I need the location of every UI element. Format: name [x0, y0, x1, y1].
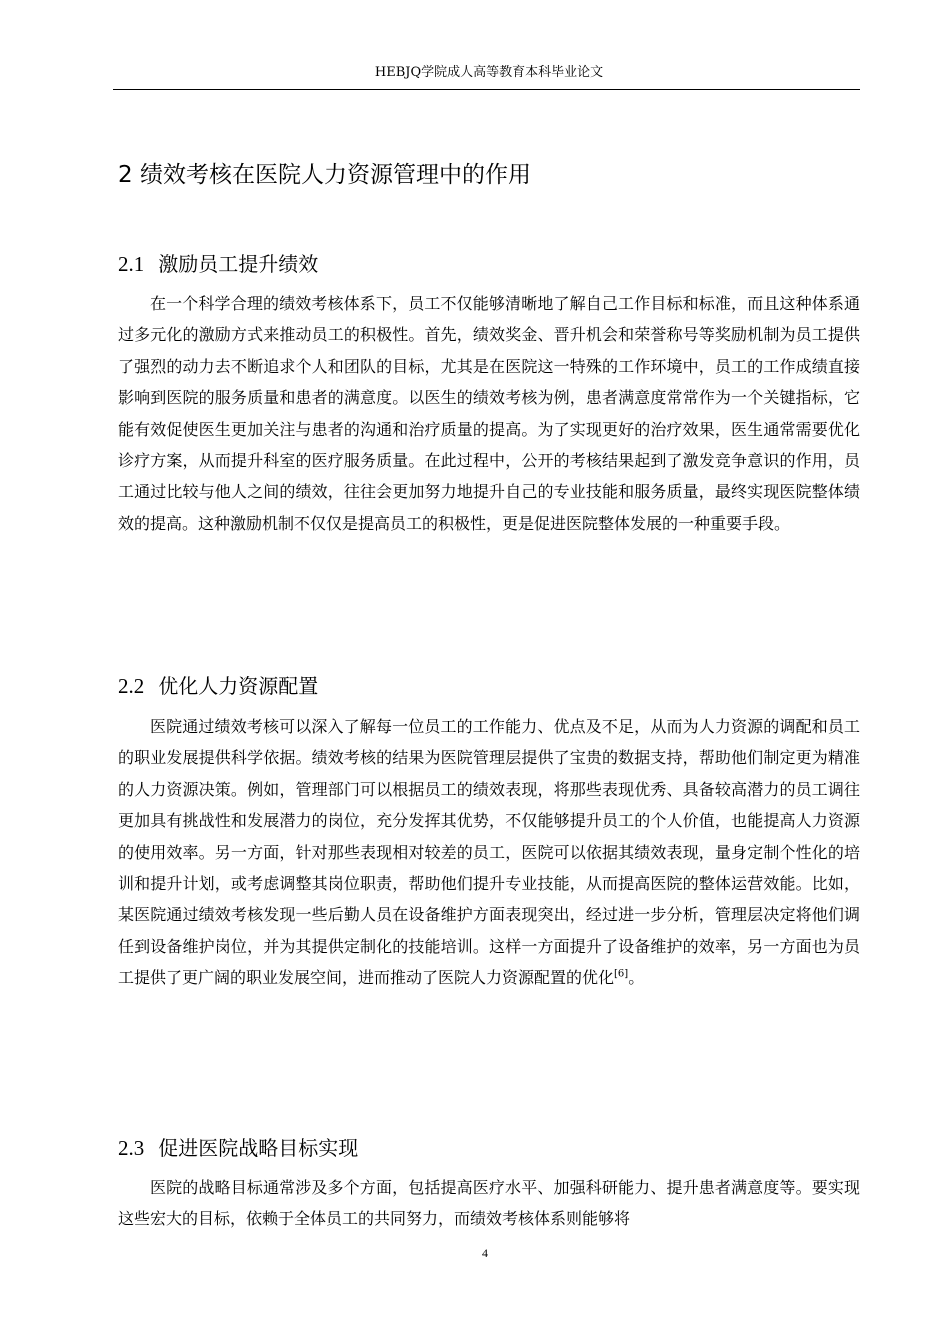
running-header: HEBJQ学院成人高等教育本科毕业论文: [374, 65, 604, 80]
section-paragraph-2-3: 医院的战略目标通常涉及多个方面，包括提高医疗水平、加强科研能力、提升患者满意度等。要实现这些宏大的目标，依赖于全体员工的共同努力，而绩效考核体系则能够将: [118, 1178, 860, 1229]
section-heading-2-3: [118, 1134, 358, 1162]
section-title-text: 激励员工提升绩效: [158, 252, 319, 276]
section-number: 2.3: [118, 1136, 145, 1160]
section-title-text: 优化人力资源配置: [158, 674, 319, 698]
section-heading-2-2: [118, 672, 318, 700]
paragraph-text: 医院通过绩效考核可以深入了解每一位员工的工作能力、优点及不足，从而为人力资源的调配和员工的职业发展提供科学依据。绩效考核的结果为医院管理层提供了宝贵的数据支持，帮助他们制定更为精准的人力资源决策。例如，管理部门可以根据员工的绩效表现，将那些表现优秀、具备较高潜力的员工调往更加具有挑战性和发展潜力的岗位，充分发挥其优势，不仅能够提升员工的个人价值，也能提高人力资源的使用效率。另一方面，针对那些表现相对较差的员工，医院可以依据其绩效表现，量身定制个性化的培训和提升计划，或考虑调整其岗位职责，帮助他们提升专业技能，从而提高医院的整体运营效能。比如，某医院通过绩效考核发现一些后勤人员在设备维护方面表现突出，经过进一步分析，管理层决定将他们调任到设备维护岗位，并为其提供定制化的技能培训。这样一方面提升了设备维护的效率，另一方面也为员工提供了更广阔的职业发展空间，进而推动了医院人力资源配置的优化: [118, 717, 860, 988]
citation-ref: [6]: [614, 968, 629, 980]
paragraph-end: 。: [628, 968, 645, 988]
section-number: 2.2: [118, 674, 145, 698]
section-paragraph-2-1: 在一个科学合理的绩效考核体系下，员工不仅能够清晰地了解自己工作目标和标准，而且这种体系通过多元化的激励方式来推动员工的积极性。首先，绩效奖金、晋升机会和荣誉称号等奖励机制为员工提供了强烈的动力去不断追求个人和团队的目标，尤其是在医院这一特殊的工作环境中，员工的工作成绩直接影响到医院的服务质量和患者的满意度。以医生的绩效考核为例，患者满意度常常作为一个关键指标，它能有效促使医生更加关注与患者的沟通和治疗质量的提高。为了实现更好的治疗效果，医生通常需要优化诊疗方案，从而提升科室的医疗服务质量。在此过程中，公开的考核结果起到了激发竞争意识的作用，员工通过比较与他人之间的绩效，往往会更加努力地提升自己的专业技能和服务质量，最终实现医院整体绩效的提高。这种激励机制不仅仅是提高员工的积极性，更是促进医院整体发展的一种重要手段。: [118, 294, 860, 533]
header-divider: [113, 89, 860, 90]
section-heading-2-1: [118, 250, 318, 278]
section-title-text: 促进医院战略目标实现: [158, 1136, 359, 1160]
section-paragraph-2-2: [118, 711, 860, 994]
chapter-title: 2 绩效考核在医院人力资源管理中的作用: [118, 162, 531, 188]
section-number: 2.1: [118, 252, 145, 276]
page-number: 4: [482, 1246, 488, 1260]
